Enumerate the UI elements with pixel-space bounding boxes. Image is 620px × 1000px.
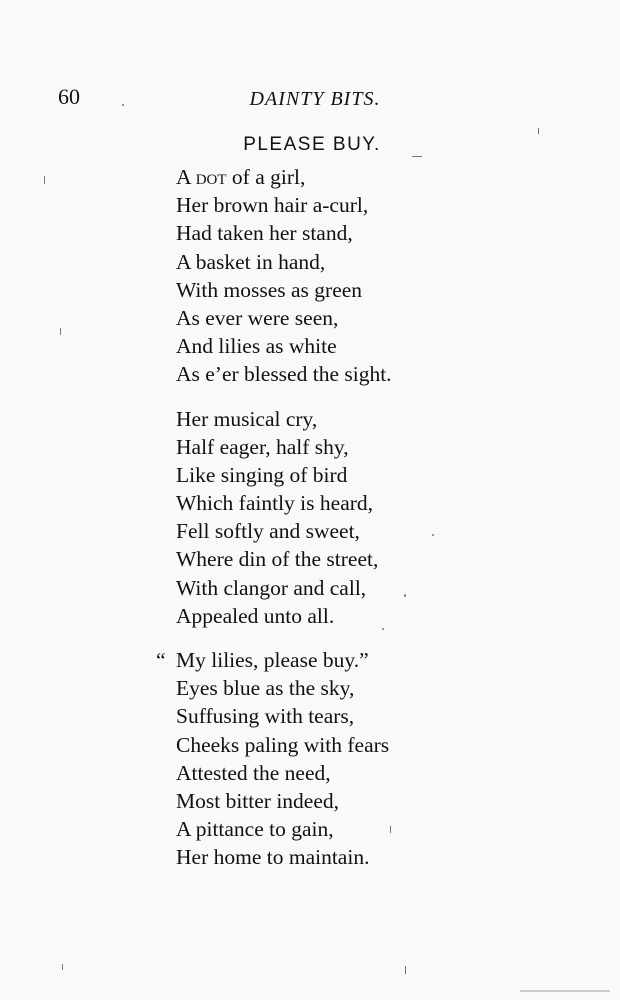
poem-line: Half eager, half shy,	[176, 434, 349, 459]
poem-line: Her musical cry,	[176, 406, 318, 431]
paper-speck	[122, 104, 124, 106]
poem-line: As e’er blessed the sight.	[176, 362, 392, 387]
paper-speck	[538, 128, 539, 134]
paper-speck	[60, 328, 61, 335]
poem-line: Eyes blue as the sky,	[176, 676, 355, 701]
opening-quote: “	[156, 648, 166, 672]
small-caps-word: dot	[195, 165, 227, 189]
paper-speck	[44, 176, 45, 184]
poem-line: Appealed unto all.	[176, 603, 335, 628]
poem-line	[176, 163, 576, 191]
paper-speck	[412, 156, 422, 157]
poem-line: Cheeks paling with fears	[176, 732, 390, 757]
poem-line: Attested the need,	[176, 760, 331, 785]
poem-line: And lilies as white	[176, 334, 337, 359]
poem-line: Her brown hair a-curl,	[176, 193, 369, 218]
paper-speck	[382, 628, 384, 630]
poem-line: A basket in hand,	[176, 249, 326, 274]
poem-title: PLEASE BUY.	[243, 134, 381, 155]
poem-line: Fell softly and sweet,	[176, 519, 360, 544]
poem-line: Where din of the street,	[176, 547, 379, 572]
poem-line: Had taken her stand,	[176, 221, 353, 246]
page-number: 60	[58, 84, 80, 109]
stanza-1	[176, 163, 576, 389]
line-text: My lilies, please buy.”	[176, 648, 369, 672]
poem-line: Like singing of bird	[176, 462, 348, 487]
running-head: DAINTY BITS.	[249, 88, 381, 110]
poem-line: Most bitter indeed,	[176, 788, 340, 813]
paper-speck	[520, 990, 610, 992]
stanza-3	[156, 646, 576, 872]
poem-line	[156, 646, 576, 674]
poem-line: Suffusing with tears,	[176, 704, 355, 729]
poem-line: As ever were seen,	[176, 305, 339, 330]
poem-line: Which faintly is heard,	[176, 491, 374, 516]
poem-line: With mosses as green	[176, 277, 363, 302]
stanza-2	[176, 405, 576, 631]
paper-speck	[62, 964, 63, 970]
line-rest: of a girl,	[226, 165, 306, 189]
paper-speck	[404, 594, 406, 597]
paper-speck	[432, 534, 434, 536]
paper-speck	[390, 826, 391, 833]
poem-line: Her home to maintain.	[176, 845, 370, 870]
poem-line: A pittance to gain,	[176, 817, 334, 842]
line-lead: A	[176, 165, 196, 189]
poem-line: With clangor and call,	[176, 575, 367, 600]
paper-speck	[405, 966, 406, 974]
poem-body	[156, 163, 576, 888]
